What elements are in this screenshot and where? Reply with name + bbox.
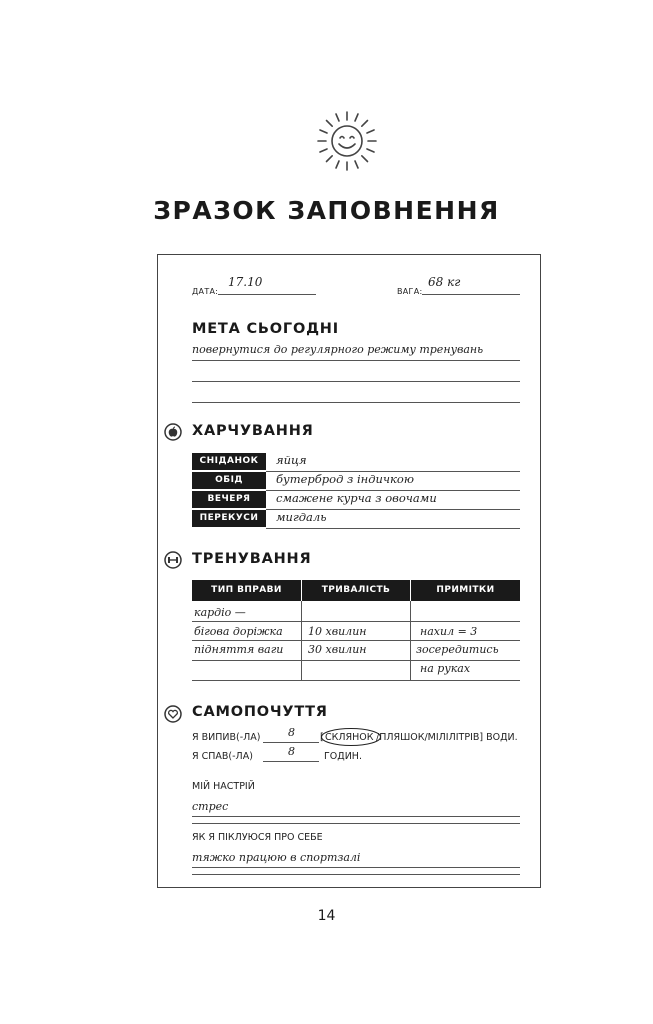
goal-line-3 xyxy=(192,402,520,403)
nutrition-heading: ХАРЧУВАННЯ xyxy=(192,423,314,439)
train-line-3 xyxy=(192,660,520,661)
meal-label-breakfast: СНІДАНОК xyxy=(192,453,266,470)
goal-text: повернутися до регулярного режиму тренувань xyxy=(192,343,484,356)
training-cell: бігова доріжка xyxy=(194,625,283,638)
date-value: 17.10 xyxy=(228,275,263,289)
training-heading: ТРЕНУВАННЯ xyxy=(192,551,312,567)
drank-circled-option: СКЛЯНОК xyxy=(325,732,374,743)
drank-prefix: Я ВИПИВ(-ЛА) xyxy=(192,732,261,743)
date-line xyxy=(218,294,316,295)
meal-label-dinner: ВЕЧЕРЯ xyxy=(192,491,266,508)
drank-value: 8 xyxy=(288,726,295,739)
col-header-notes: ПРИМІТКИ xyxy=(411,580,520,601)
heart-icon xyxy=(164,705,182,723)
wellbeing-heading: САМОПОЧУТТЯ xyxy=(192,704,328,720)
goal-line-2 xyxy=(192,381,520,382)
selfcare-line-1 xyxy=(192,867,520,868)
train-line-1 xyxy=(192,621,520,622)
col-header-duration: ТРИВАЛІСТЬ xyxy=(302,580,410,601)
drank-suffix: /ПЛЯШОК/МІЛІЛІТРІВ] ВОДИ. xyxy=(376,732,518,743)
slept-prefix: Я СПАВ(-ЛА) xyxy=(192,751,253,762)
goal-line-1 xyxy=(192,360,520,361)
training-cell: зосередитись xyxy=(416,643,499,656)
selfcare-label: ЯК Я ПІКЛУЮСЯ ПРО СЕБЕ xyxy=(192,832,323,843)
slept-value: 8 xyxy=(288,745,295,758)
meal-label-lunch: ОБІД xyxy=(192,472,266,489)
train-line-2 xyxy=(192,640,520,641)
drank-line xyxy=(263,742,319,743)
goal-heading: МЕТА СЬОГОДНІ xyxy=(192,321,339,337)
date-label: ДАТА: xyxy=(192,287,219,296)
selfcare-line-2 xyxy=(192,874,520,875)
training-cell: підняття ваги xyxy=(194,643,284,656)
weight-icon xyxy=(164,551,182,569)
meal-value-snacks: мигдаль xyxy=(276,510,327,524)
training-cell: нахил = 3 xyxy=(420,625,478,638)
meal-value-dinner: смажене курча з овочами xyxy=(276,491,437,505)
training-cell: кардіо — xyxy=(194,606,246,619)
page-number: 14 xyxy=(317,908,336,924)
apple-icon xyxy=(164,423,182,441)
meal-value-lunch: бутерброд з індичкою xyxy=(276,472,414,486)
meal-line-4 xyxy=(266,528,520,529)
mood-line-2 xyxy=(192,823,520,824)
training-cell: 10 хвилин xyxy=(308,625,367,638)
meal-label-snacks: ПЕРЕКУСИ xyxy=(192,510,266,527)
mood-value: стрес xyxy=(192,800,229,813)
training-cell: 30 хвилин xyxy=(308,643,367,656)
weight-label: ВАГА: xyxy=(397,287,423,296)
slept-line xyxy=(263,761,319,762)
drank-bracket: [ xyxy=(320,732,324,743)
selfcare-value: тяжко працюю в спортзалі xyxy=(192,851,361,864)
mood-label: МІЙ НАСТРІЙ xyxy=(192,781,255,792)
sun-icon xyxy=(314,108,380,174)
circle-mark xyxy=(320,727,382,747)
training-cell: на руках xyxy=(420,662,471,675)
meal-value-breakfast: яйця xyxy=(276,453,307,467)
mood-line-1 xyxy=(192,816,520,817)
col-header-type: ТИП ВПРАВИ xyxy=(192,580,301,601)
weight-value: 68 кг xyxy=(428,275,461,289)
weight-line xyxy=(422,294,520,295)
page-title: ЗРАЗОК ЗАПОВНЕННЯ xyxy=(153,196,500,225)
train-line-4 xyxy=(192,680,520,681)
slept-suffix: ГОДИН. xyxy=(324,751,362,762)
